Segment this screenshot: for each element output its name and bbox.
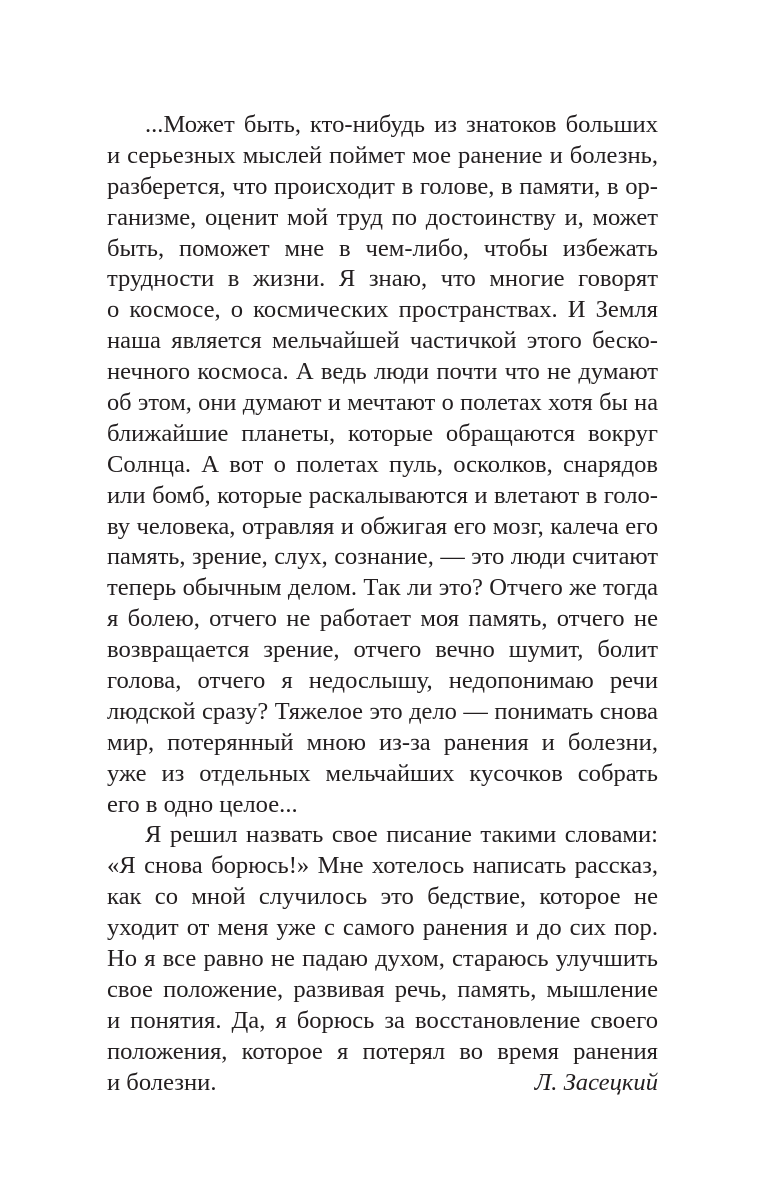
text-line: я болею, отчего не работает моя память, отчего не <box>107 605 658 633</box>
text-line: ближайшие планеты, которые обращаются вокруг <box>107 419 658 447</box>
text-line: наша является мельчайшей частичкой этого беско- <box>107 327 658 355</box>
paragraph-2 <box>107 820 658 1098</box>
text-line: о космосе, о космических пространствах. И Земля <box>107 296 658 324</box>
author-signature: Л. Засецкий <box>534 1069 658 1096</box>
text-line: его в одно целое... <box>107 790 298 818</box>
text-line: трудности в жизни. Я знаю, что многие говорят <box>107 265 658 293</box>
text-line: голова, отчего я недослышу, недопонимаю речи <box>107 667 658 695</box>
text-line: быть, поможет мне в чем-либо, чтобы избежать <box>107 234 658 262</box>
text-line: Но я все равно не падаю духом, стараюсь улучшить <box>107 945 658 973</box>
text-line: как со мной случилось это бедствие, которое не <box>107 883 658 911</box>
text-line: свое положение, развивая речь, память, мышление <box>107 975 658 1003</box>
book-page <box>107 110 658 1099</box>
text-line: и понятия. Да, я борюсь за восстановление своего <box>107 1006 658 1034</box>
text-line: уходит от меня уже с самого ранения и до сих пор. <box>107 914 658 942</box>
text-line: разберется, что происходит в голове, в памяти, в ор- <box>107 172 658 200</box>
text-line: и болезни. <box>107 1068 217 1096</box>
text-line: людской сразу? Тяжелое это дело — понимать снова <box>107 697 658 725</box>
text-line: и серьезных мыслей поймет мое ранение и болезнь, <box>107 141 658 169</box>
paragraph-1 <box>107 110 658 820</box>
text-line: Солнца. А вот о полетах пуль, осколков, снарядов <box>107 450 658 478</box>
text-line: ...Может быть, кто-нибудь из знатоков больших <box>145 111 658 138</box>
text-line: положения, которое я потерял во время ранения <box>107 1037 658 1065</box>
text-line: ганизме, оценит мой труд по достоинству и, может <box>107 203 658 231</box>
text-line: теперь обычным делом. Так ли это? Отчего же тогда <box>107 574 658 602</box>
text-line: возвращается зрение, отчего вечно шумит, болит <box>107 636 658 664</box>
text-line: Я решил назвать свое писание такими словами: <box>145 821 658 849</box>
text-line: мир, потерянный мною из-за ранения и болезни, <box>107 728 658 756</box>
text-line: ву человека, отравляя и обжигая его мозг, калеча его <box>107 512 658 540</box>
text-line: «Я снова борюсь!» Мне хотелось написать рассказ, <box>107 852 658 880</box>
text-line: об этом, они думают и мечтают о полетах хотя бы на <box>107 389 658 417</box>
text-line: или бомб, которые раскалываются и влетают в голо- <box>107 481 658 509</box>
text-line: нечного космоса. А ведь люди почти что не думают <box>107 358 658 386</box>
text-line: уже из отдельных мельчайших кусочков собрать <box>107 759 658 787</box>
text-line: память, зрение, слух, сознание, — это люди считают <box>107 543 658 571</box>
